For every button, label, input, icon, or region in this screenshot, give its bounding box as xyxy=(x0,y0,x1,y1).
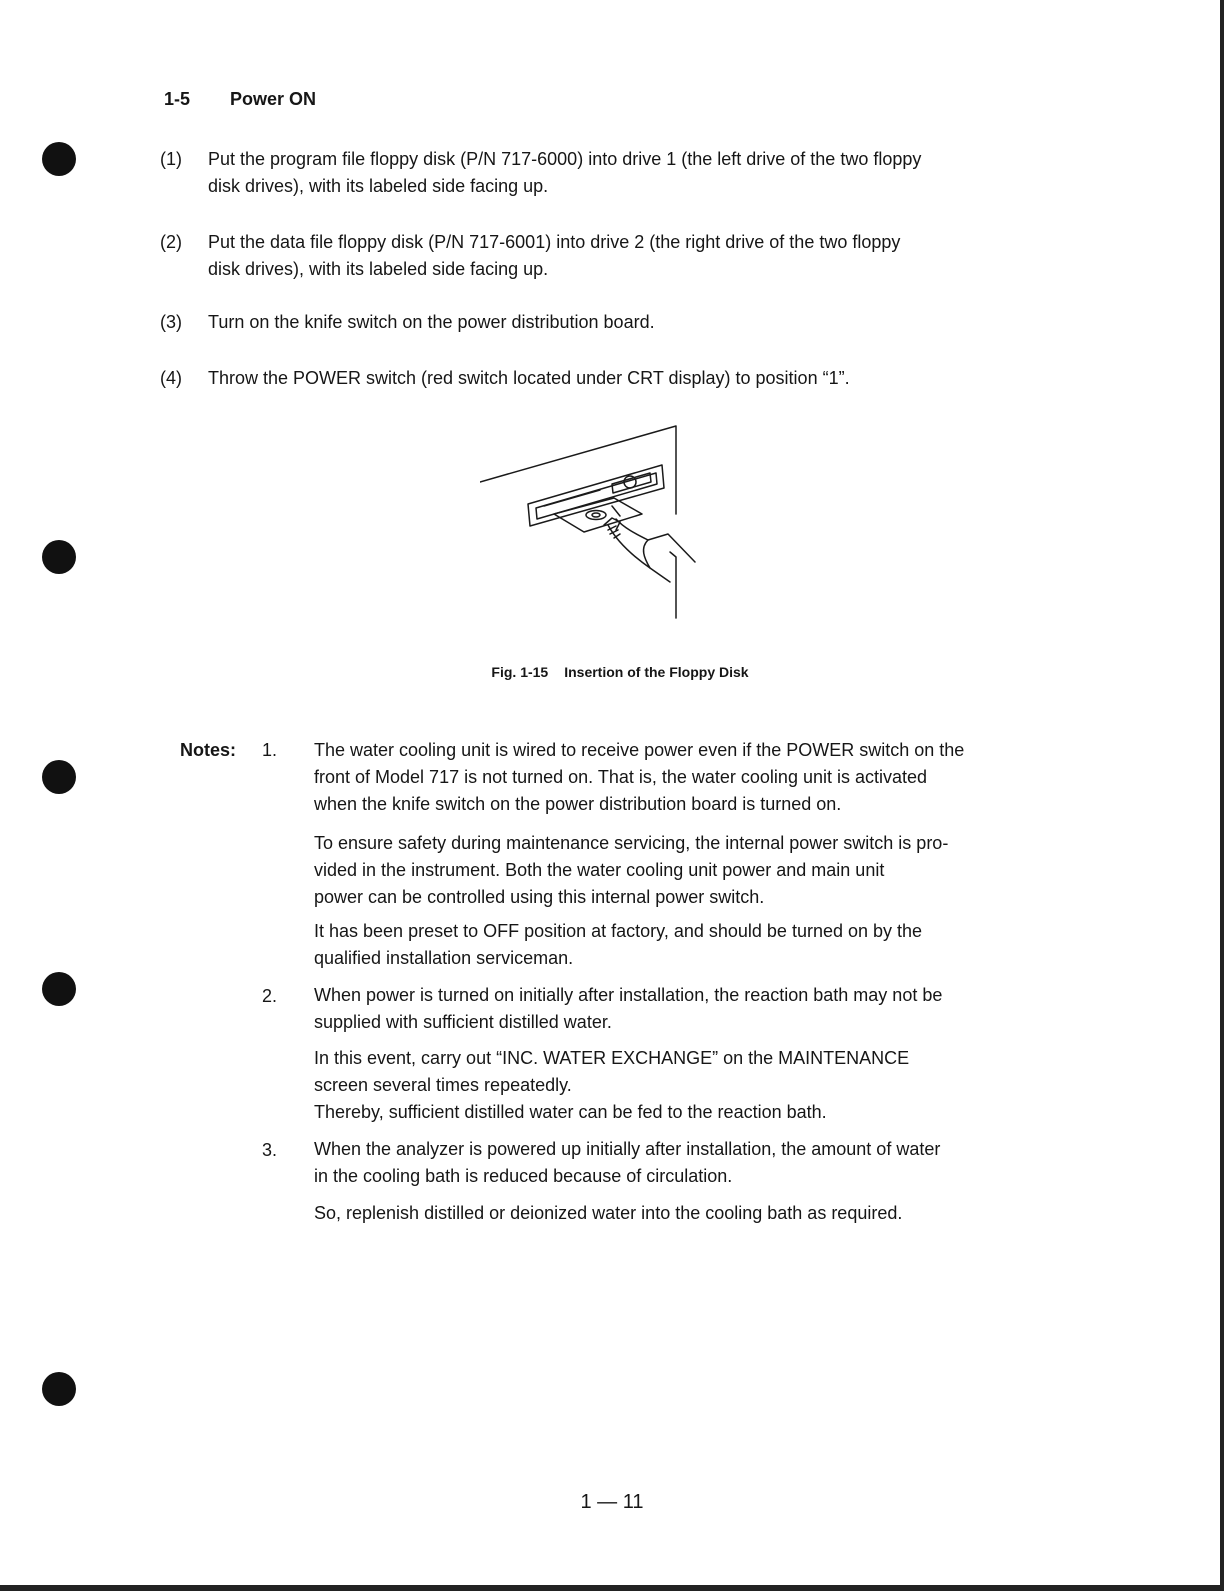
step-text-line: disk drives), with its labeled side facing up. xyxy=(208,259,549,279)
figure-number: Fig. 1-15 xyxy=(491,664,549,680)
notes-label: Notes: xyxy=(180,740,237,760)
note-3-paragraph xyxy=(314,1200,1074,1227)
note-text-line: when the knife switch on the power distribution board is turned on. xyxy=(314,794,842,814)
punch-hole xyxy=(42,760,76,794)
note-text-line: qualified installation serviceman. xyxy=(314,948,574,968)
step-text-line: Put the program file floppy disk (P/N 717-6000) into drive 1 (the left drive of the two floppy xyxy=(208,149,922,169)
note-2-paragraph xyxy=(314,982,1074,1036)
note-text-line: To ensure safety during maintenance servicing, the internal power switch is pro- xyxy=(314,833,949,853)
note-2-paragraph xyxy=(314,1045,1074,1126)
step-2 xyxy=(160,229,1080,283)
note-text-line: power can be controlled using this internal power switch. xyxy=(314,887,765,907)
note-1-paragraph xyxy=(314,830,1074,911)
note-1-paragraph xyxy=(314,737,1074,818)
section-heading xyxy=(164,89,316,110)
page-edge-right xyxy=(1220,0,1224,1591)
section-number: 1-5 xyxy=(164,89,191,109)
section-title: Power ON xyxy=(230,89,317,109)
note-number: 1. xyxy=(262,740,278,760)
note-text-line: vided in the instrument. Both the water cooling unit power and main unit xyxy=(314,860,885,880)
step-number: (3) xyxy=(160,312,182,332)
note-text-line: in the cooling bath is reduced because of circulation. xyxy=(314,1166,733,1186)
note-number: 3. xyxy=(262,1140,278,1160)
note-text-line: When power is turned on initially after installation, the reaction bath may not be xyxy=(314,985,943,1005)
floppy-insertion-illustration xyxy=(480,422,720,632)
note-text-line: Thereby, sufficient distilled water can be fed to the reaction bath. xyxy=(314,1102,827,1122)
page-edge-bottom xyxy=(0,1585,1224,1591)
step-number: (1) xyxy=(160,149,182,169)
step-4 xyxy=(160,365,1080,392)
punch-hole xyxy=(42,972,76,1006)
punch-hole xyxy=(42,1372,76,1406)
note-text-line: So, replenish distilled or deionized water into the cooling bath as required. xyxy=(314,1203,903,1223)
note-text-line: supplied with sufficient distilled water. xyxy=(314,1012,612,1032)
step-1 xyxy=(160,146,1080,200)
step-text-line: disk drives), with its labeled side facing up. xyxy=(208,176,549,196)
note-text-line: The water cooling unit is wired to receive power even if the POWER switch on the xyxy=(314,740,965,760)
figure-caption xyxy=(450,664,790,680)
step-text-line: Throw the POWER switch (red switch located under CRT display) to position “1”. xyxy=(208,368,850,388)
note-text-line: In this event, carry out “INC. WATER EXCHANGE” on the MAINTENANCE xyxy=(314,1048,910,1068)
note-text-line: screen several times repeatedly. xyxy=(314,1075,572,1095)
note-1-paragraph xyxy=(314,918,1074,972)
punch-hole xyxy=(42,142,76,176)
step-number: (2) xyxy=(160,232,182,252)
note-text-line: It has been preset to OFF position at factory, and should be turned on by the xyxy=(314,921,923,941)
note-text-line: front of Model 717 is not turned on. That is, the water cooling unit is activated xyxy=(314,767,928,787)
note-text-line: When the analyzer is powered up initially after installation, the amount of water xyxy=(314,1139,941,1159)
figure-caption-text: Insertion of the Floppy Disk xyxy=(564,664,749,680)
step-number: (4) xyxy=(160,368,182,388)
step-text-line: Put the data file floppy disk (P/N 717-6001) into drive 2 (the right drive of the two floppy xyxy=(208,232,901,252)
punch-hole xyxy=(42,540,76,574)
step-text-line: Turn on the knife switch on the power distribution board. xyxy=(208,312,655,332)
page-number: 1 — 11 xyxy=(580,1491,644,1513)
note-3-paragraph xyxy=(314,1136,1074,1190)
note-number: 2. xyxy=(262,986,278,1006)
step-3 xyxy=(160,309,1080,336)
